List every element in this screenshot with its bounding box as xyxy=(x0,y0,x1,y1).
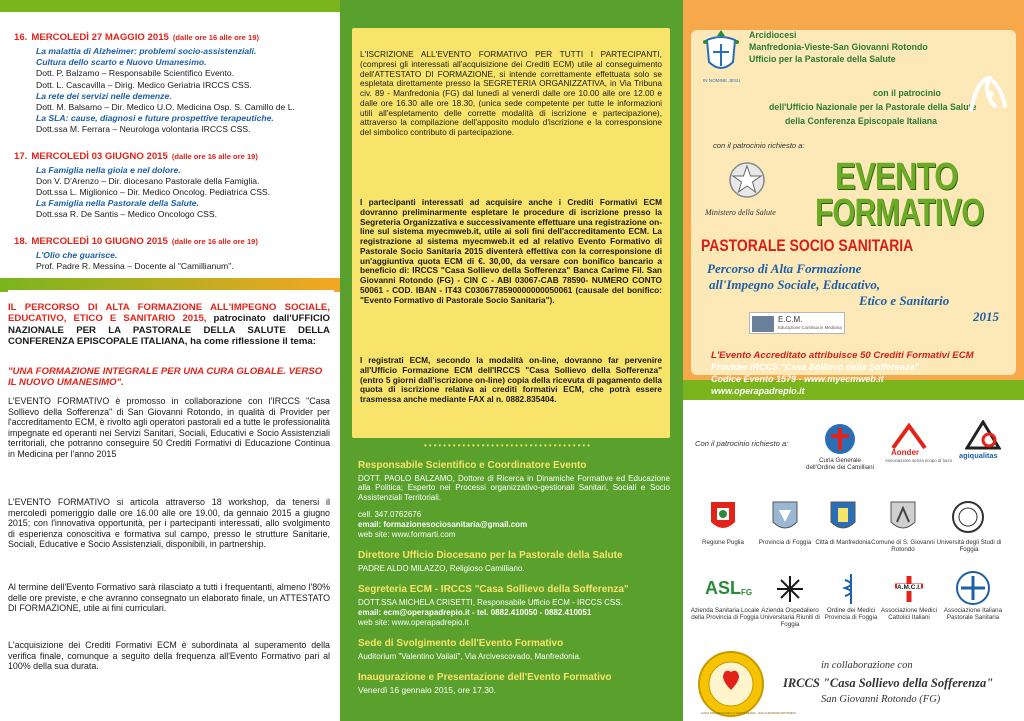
session-time: (dalle ore 16 alle ore 19) xyxy=(172,33,259,42)
hospital-riuniti-logo-icon xyxy=(775,574,805,604)
course-year: 2015 xyxy=(973,309,999,324)
session-speaker: Dott. L. Cascavilla – Dirig. Medico Geriatria IRCCS CSS. xyxy=(36,79,252,90)
ecm-label: E.C.M. xyxy=(778,315,803,324)
intro-red-text: IL PERCORSO DI ALTA FORMAZIONE ALL'IMPEGNO SOCIALE, EDUCATIVO, ETICO E SANITARIO 2015, patrocinato dall'UFFICIO NAZIONALE PER LA PASTORALE DELLA SALUTE DELLA CONFERENZA EPISCOPALE ITALIANA, ha come riflessione il tema: xyxy=(8,302,331,347)
session-header xyxy=(14,32,259,43)
secretary-text: DOTT.SSA MICHELA CRISETTI, Responsabile Ufficio ECM - IRCCS CSS. xyxy=(358,598,623,607)
coordinator-text: DOTT. PAOLO BALZAMO, Dottore di Ricerca in Dinamiche Formative ed Educazione alla Politica; Esperto nei Processi organizzativo-gestionali Sanitari, Sociali e Socio Assistenziali Territoriali. xyxy=(358,474,670,502)
camillians-logo-icon xyxy=(823,422,857,456)
venue-text: Auditorium "Valentino Vailati", Via Arcivescovado, Manfredonia. xyxy=(358,652,582,661)
provider-text: Provider IRCCS "Casa Sollievo della Sofferenza" xyxy=(711,362,919,372)
session-topic: L'Olio che guarisce. xyxy=(36,249,118,260)
diocese-line-3: Ufficio per la Pastorale della Salute xyxy=(749,54,896,64)
patronage-line-2: dell'Ufficio Nazionale per la Pastorale della Salute xyxy=(769,102,977,112)
san-giovanni-caption: Comune di S. Giovanni Rotondo xyxy=(871,539,935,553)
diocese-line-2: Manfredonia-Vieste-San Giovanni Rotondo xyxy=(749,42,928,52)
aonder-sub-label: Associazione senza scopo di lucro xyxy=(885,458,953,463)
paragraph-workshops: L'EVENTO FORMATIVO si articola attraverso 18 workshop, da tenersi il mercoledì pomeriggio dalle ore 16.00 alle ore 19.00, da gennaio 2015 a giugno 2015; con l'innovativa opportunità, per i partecipanti interessati, allo svolgimento di esperienza conoscitiva e formativa sul campo, presso le strutture Sanitarie, Sociali, Educative e Socio Assistenziali, disponibili, in partnership. xyxy=(8,497,330,549)
session-speaker: Dott.ssa L. Miglionico – Dir. Medico Oncolog. Pediatrica CSS. xyxy=(36,187,271,197)
paragraph-credits: L'acquisizione dei Crediti Formativi ECM è subordinata al superamento della verifica finale, comunque a seguito della frequenza all'Evento Formativo pari al 100% della sua durata. xyxy=(8,640,330,671)
provincia-foggia-caption: Provincia di Foggia xyxy=(758,539,812,546)
session-speaker: Dott.ssa R. De Santis – Medico Oncologo CSS. xyxy=(36,209,218,220)
coordinator-web[interactable]: web site: www.formarti.com xyxy=(358,530,456,539)
irccs-seal-icon xyxy=(697,650,765,718)
regione-puglia-logo-icon xyxy=(709,500,737,534)
dotted-separator: ••••••••••••••••••••••••••••••••••• xyxy=(424,441,593,450)
manfredonia-caption: Città di Manfredonia xyxy=(815,539,871,546)
amci-caption: Associazione Medici Cattolici Italiani xyxy=(880,607,938,621)
enrollment-paragraph-2: I partecipanti interessati ad acquisire anche i Crediti Formativi ECM dovranno preliminarmente espletare le procedure di iscrizione presso la Segreteria Organizzativa e successivamente effettuare una registrazione on-line sul sistema myecmweb.it, utile ai soli fini dell'accreditamento ECM. La registrazione al sistema myecmweb.it ed al relativo Evento Formativo di Pastorale Socio Sanitaria 2015 diventerà effettiva con la corresponsione di un'aggiuntiva quota ECM di €. 30,00, da versare con bonifico bancario a beneficio di: IRCCS "Casa Sollievo della Sofferenza" Banca Carime Fil. San Giovanni Rotondo (FG) - CIN C - ABI 03067-CAB 78590- NUMERO CONTO 50061 - COD. IBAN - IT43 C0306778590000000050061 (causale del bonifico: "Evento Formativo di Pastorale Socio Sanitaria"). xyxy=(360,197,662,305)
coordinator-email[interactable]: email: formazionesociosanitaria@gmail.com xyxy=(358,520,528,529)
ministry-label: Ministero della Salute xyxy=(705,208,776,217)
session-topic: La SLA: cause, diagnosi e future prospettive terapeutiche. xyxy=(36,113,274,124)
session-date: MERCOLEDÌ 27 MAGGIO 2015 xyxy=(31,32,169,43)
university-foggia-logo-icon xyxy=(951,500,985,534)
session-date: MERCOLEDÌ 03 GIUGNO 2015 xyxy=(31,150,168,162)
aips-logo-icon xyxy=(955,570,991,606)
inauguration-text: Venerdì 16 gennaio 2015, ore 17.30. xyxy=(358,685,497,695)
italian-emblem-icon xyxy=(727,160,767,200)
san-giovanni-logo-icon xyxy=(889,500,917,534)
session-time: (dalle ore 16 alle ore 19) xyxy=(171,151,258,161)
session-topic: La rete dei servizi nelle demenze. xyxy=(36,90,172,101)
right-panel xyxy=(683,0,1024,721)
patronage-line-1: con il patrocinio xyxy=(873,88,941,98)
manfredonia-logo-icon xyxy=(829,500,857,534)
top-green-strip xyxy=(0,0,340,12)
diocese-line-1: Arcidiocesi xyxy=(749,30,797,40)
session-speaker: Prof. Padre R. Messina – Docente al "Camillianum". xyxy=(36,260,234,271)
paragraph-attestato: Al termine dell'Evento Formativo sarà rilasciato a tutti i frequentanti, almeno l'80% delle ore previste, e che avranno consegnato un elaborato finale, un ATTESTATO DI FORMAZIONE, utile ai fini curriculari. xyxy=(8,582,330,613)
hospital-riuniti-caption: Azienda Ospedaliero Universitaria Riuniti di Foggia xyxy=(760,607,820,628)
session-topic: Cultura dello scarto e Nuovo Umanesimo. xyxy=(36,57,207,68)
crest-motto: IN NOMINE JESU xyxy=(703,78,741,83)
ecm-logo xyxy=(749,312,845,334)
requested-patronage-label: con il patrocinio richiesto a: xyxy=(713,141,805,150)
medical-order-logo-icon xyxy=(839,572,863,606)
amci-label: A.M.C.I. xyxy=(897,584,921,591)
venue-title: Sede di Svolgimento dell'Evento Formativo xyxy=(358,638,564,649)
website-link[interactable]: www.operapadrepio.it xyxy=(711,386,805,396)
aonder-label: Aonder xyxy=(891,448,919,457)
session-header xyxy=(14,151,258,162)
agiqualitas-label: agiqualitas xyxy=(959,451,998,460)
asl-logo-text: ASL xyxy=(705,578,741,598)
session-number: 17. xyxy=(14,150,28,162)
subtitle-pastorale: PASTORALE SOCIO SANITARIA xyxy=(701,236,914,255)
session-topic: La Famiglia nella Pastorale della Salute. xyxy=(36,198,199,209)
course-line-3: Etico e Sanitario xyxy=(859,293,950,308)
enrollment-block xyxy=(352,28,670,438)
director-text: PADRE ALDO MILAZZO, Religioso Camilliano. xyxy=(358,564,525,573)
course-line-2: all'Impegno Sociale, Educativo, xyxy=(709,277,881,292)
ecm-photo xyxy=(752,316,774,332)
session-number: 18. xyxy=(14,235,28,247)
session-speaker: Dott. M. Balsamo – Dir. Medico U.O. Medicina Osp. S. Camillo de L. xyxy=(36,102,295,112)
session-speaker: Don V. D'Arenzo – Dir. diocesano Pastorale della Famiglia. xyxy=(36,175,260,186)
patronage-line-3: della Conferenza Episcopale Italiana xyxy=(785,116,938,126)
intro-block xyxy=(8,290,334,721)
session-time: (dalle ore 16 alle ore 19) xyxy=(171,236,258,246)
title-formativo: FORMATIVO xyxy=(815,192,984,234)
collab-line-2: IRCCS "Casa Sollievo della Sofferenza" xyxy=(783,676,994,690)
asl-caption: Azienda Sanitaria Locale della Provincia di Foggia xyxy=(690,607,760,621)
session-topic: La Famiglia nella gioia e nel dolore. xyxy=(36,164,181,175)
archdiocese-crest-icon xyxy=(701,28,741,78)
coordinator-title: Responsabile Scientifico e Coordinatore Evento xyxy=(358,460,587,471)
session-speaker: Dott.ssa M. Ferrara – Neurologa volontaria IRCCS CSS. xyxy=(36,124,251,135)
left-panel xyxy=(0,0,340,721)
pastoral-health-logo-icon xyxy=(967,72,1009,114)
collab-line-1: in collaborazione con xyxy=(821,660,913,671)
director-title: Direttore Ufficio Diocesano per la Pastorale della Salute xyxy=(358,550,623,561)
patronage-requested-label: Con il patrocinio richiesto a: xyxy=(695,439,789,448)
regione-puglia-caption: Regione Puglia xyxy=(702,539,744,546)
secretary-web[interactable]: web site: www.operapadrepio.it xyxy=(358,618,469,627)
camillians-caption: Curia Generale dell'Ordine dei Camilliani xyxy=(806,457,874,471)
collab-line-3: San Giovanni Rotondo (FG) xyxy=(821,694,941,705)
provincia-foggia-logo-icon xyxy=(771,500,799,534)
university-foggia-caption: Università degli Studi di Foggia xyxy=(936,539,1002,553)
paragraph-promotion: L'EVENTO FORMATIVO è promosso in collaborazione con l'IRCCS "Casa Sollievo della Sofferenza" di San Giovanni Rotondo, in qualità di Provider per l'accreditamento ECM, è rivolto agli operatori pastorali ed a tutte le professionalità impegnate ed operanti nei Servizi Sanitari, Sociali, Educativi e Socio Assistenziali territoriali, che potranno conseguire 50 Crediti Formativi di Educazione Continua in Medicina per l'anno 2015 xyxy=(8,396,330,459)
enrollment-paragraph-3: I registrati ECM, secondo la modalità on-line, dovranno far pervenire all'Ufficio Formazione ECM dell'IRCCS "Casa Sollievo della Sofferenza" (entro 5 giorni dall'iscrizione on-line) copia della ricevuta di pagamento della quota di iscrizione relativa ai crediti formativi ECM, che potrà essere trasmessa anche mediante FAX al n. 0882.835404. xyxy=(360,355,662,405)
course-line-1: Percorso di Alta Formazione xyxy=(707,261,862,276)
session-topic: La malattia di Alzheimer: problemi socio-assistenziali. xyxy=(36,46,257,56)
ecm-small-label: Educazione Continua in Medicina xyxy=(778,325,842,330)
secretary-title: Segreteria ECM - IRCCS "Casa Sollievo della Sofferenza" xyxy=(358,584,629,595)
session-number: 16. xyxy=(14,32,28,43)
aips-caption: Associazione Italiana Pastorale Sanitaria xyxy=(943,607,1003,621)
asl-sub-text: FG xyxy=(741,588,753,597)
event-code-text: Codice Evento 1579 - www.myecmweb.it xyxy=(711,374,884,384)
seal-text: CASA SOLLIEVO DELLA SOFFERENZA · SAN GIOVANNI ROTONDO xyxy=(701,711,796,715)
enrollment-paragraph-1: L'ISCRIZIONE ALL'EVENTO FORMATIVO PER TUTTI I PARTECIPANTI, (compresi gli interessati all'acquisizione dei Crediti ECM) utile al conseguimento dell'ATTESTATO DI FORMAZIONE, si intende correttamente effettuata solo se espletata direttamente presso la SEGRETERIA ORGANIZZATIVA, in Via Tribuna civ. 89 - Manfredonia (FG) dal lunedì al venerdì dalle ore 10.00 alle ore 12.00 e dalle ore 16.30 alle ore 18.30, (unica sede competente per tutte le informazioni utili all'espletamento delle corrette modalità di iscrizione e partecipazione), attraverso la compilazione dell'apposito modulo d'iscrizione e la corresponsione del simbolico contributo di partecipazione. xyxy=(360,49,662,138)
session-header xyxy=(14,236,258,247)
agiqualitas-logo-icon xyxy=(965,420,1001,450)
session-speaker: Dott. P. Balzamo – Responsabile Scientifico Evento. xyxy=(36,68,235,79)
session-date: MERCOLEDÌ 10 GIUGNO 2015 xyxy=(31,235,168,247)
inauguration-title: Inaugurazione e Presentazione dell'Evento Formativo xyxy=(358,672,612,683)
sessions-block xyxy=(10,22,332,277)
medical-order-caption: Ordine dei Medici Provincia di Foggia xyxy=(824,607,878,621)
middle-panel xyxy=(340,0,683,721)
coordinator-cell: cell. 347.0762676 xyxy=(358,510,422,519)
accredited-text: L'Evento Accreditato attribuisce 50 Crediti Formativi ECM xyxy=(711,350,974,361)
title-evento: EVENTO xyxy=(835,156,958,198)
intro-black-inline: patrocinato dall'UFFICIO NAZIONALE PER LA PASTORALE DELLA SALUTE DELLA CONFERENZA EPISCOPALE ITALIANA, ha come riflessione il tema: xyxy=(8,313,331,347)
theme-text: "UNA FORMAZIONE INTEGRALE PER UNA CURA GLOBALE. VERSO IL NUOVO UMANESIMO". xyxy=(8,366,323,389)
secretary-email[interactable]: email: ecm@operapadrepio.it - tel. 0882.410050 - 0882.410051 xyxy=(358,608,592,617)
